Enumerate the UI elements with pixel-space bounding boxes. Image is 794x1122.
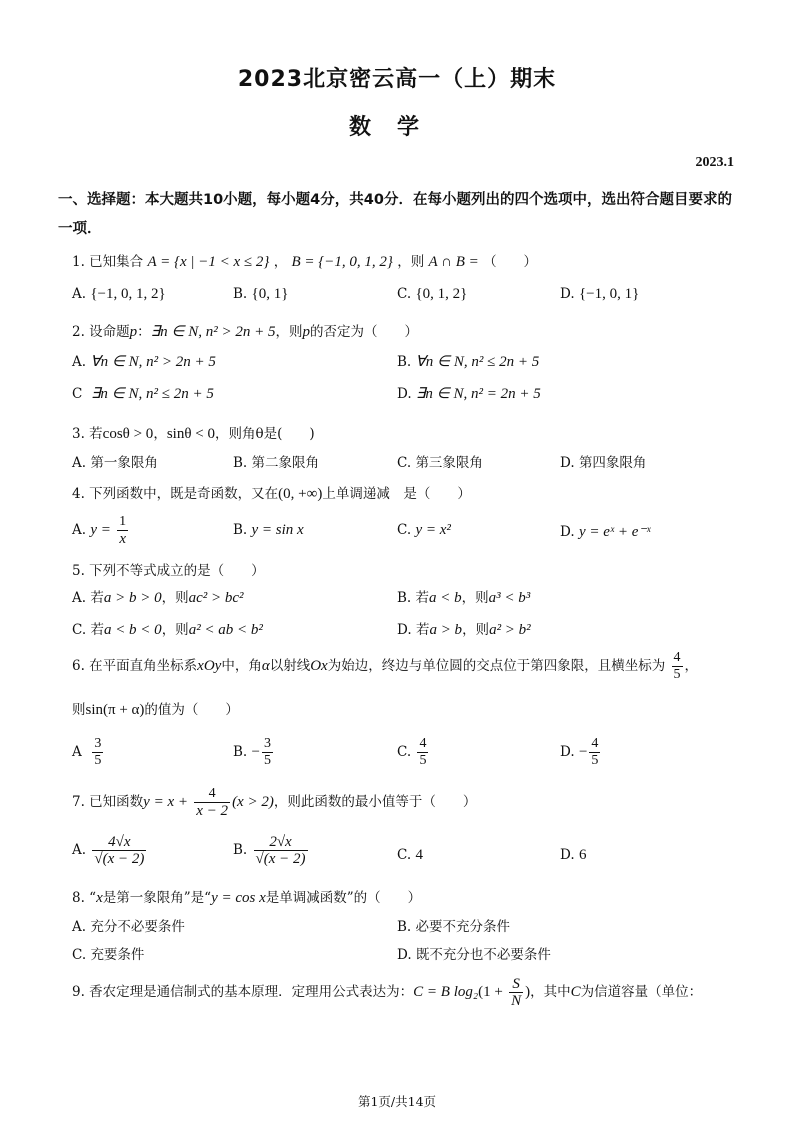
- math-set-a: A = {x | −1 < x ≤ 2}: [147, 254, 270, 270]
- q6-option-d: D. − $\frac{4}{5}$: [560, 736, 599, 768]
- math-set-b: B = {−1, 0, 1, 2}: [291, 254, 393, 270]
- fraction: $\frac{S}{N}$: [511, 976, 522, 1009]
- q2-option-b: B. ∀n ∈ N, n² ≤ 2n + 5: [397, 354, 540, 370]
- answer-blank: （ ）: [483, 254, 538, 270]
- q6-option-b: B. − $\frac{3}{5}$: [233, 736, 271, 768]
- q2-option-d: D. ∃n ∈ N, n² = 2n + 5: [397, 386, 541, 402]
- section-heading: 一、选择题：本大题共10小题，每小题4分，共40分．在每小题列出的四个选项中，选出符合题目要求的一项．: [58, 192, 732, 237]
- question-1: [72, 250, 537, 271]
- exam-title: 2023北京密云高一（上）期末: [237, 67, 557, 92]
- punct: ，: [273, 254, 288, 270]
- q5-option-b: B. 若a < b，则a³ < b³: [397, 590, 531, 606]
- q3-option-b: B. 第二象限角: [233, 455, 320, 471]
- q2-option-a: A. ∀n ∈ N, n² > 2n + 5: [72, 354, 216, 370]
- fraction: $\frac{1}{x}$: [119, 514, 127, 547]
- question-3: 3. 若cosθ > 0，sinθ < 0，则角θ是( ): [72, 426, 315, 442]
- question-2: 2. 设命题p：∃n ∈ N, n² > 2n + 5，则p的否定为（ ）: [72, 324, 418, 340]
- q4-option-b: B. y = sin x: [233, 522, 304, 538]
- q8-option-d: D. 既不充分也不必要条件: [397, 947, 551, 963]
- q8-option-c: C. 充要条件: [72, 947, 145, 963]
- fraction: $\frac{4}{x - 2}$: [196, 786, 229, 819]
- question-text: ，则: [397, 254, 425, 270]
- question-4: 4. 下列函数中，既是奇函数，又在(0, +∞)上单调递减 是（ ）: [72, 486, 471, 502]
- exam-subject: 数学: [348, 115, 445, 140]
- q4-option-c: C. y = x²: [397, 522, 451, 538]
- fraction: $\frac{4}{5}$: [673, 650, 681, 682]
- q5-option-c: C. 若a < b < 0，则a² < ab < b²: [72, 622, 263, 638]
- q2-option-c: C ∃n ∈ N, n² ≤ 2n + 5: [72, 386, 214, 402]
- q1-option-b: B. {0, 1}: [233, 286, 289, 302]
- q1-option-c: C. {0, 1, 2}: [397, 286, 468, 302]
- q8-option-b: B. 必要不充分条件: [397, 919, 511, 935]
- q5-option-a: A. 若a > b > 0，则ac² > bc²: [72, 590, 244, 606]
- q7-option-a: A. $\frac{4√x}{√(x - 2)}$: [72, 834, 145, 867]
- q4-option-a: A. y = $\frac{1}{x}$: [72, 514, 127, 547]
- question-6: 6. 在平面直角坐标系xOy中，角α以射线Ox为始边，终边与单位圆的交点位于第四象限，且横坐标为 $\frac{4}{5}$ ，: [72, 650, 698, 682]
- question-8: 8. “x是第一象限角”是“y = cos x是单调减函数”的（ ）: [72, 890, 422, 906]
- exam-date: 2023.1: [695, 155, 734, 170]
- q5-option-d: D. 若a > b，则a² > b²: [397, 622, 531, 638]
- q3-option-a: A. 第一象限角: [72, 455, 158, 471]
- math-expr: A ∩ B =: [428, 254, 479, 270]
- question-7: 7. 已知函数y = x + $\frac{4}{x - 2}$ (x > 2)，则此函数的最小值等于（ ）: [72, 786, 477, 819]
- q6-option-a: A $\frac{3}{5}$: [72, 736, 102, 768]
- q7-option-b: B. $\frac{2√x}{√(x - 2)}$: [233, 834, 306, 867]
- page-footer: 第1页/共14页: [357, 1094, 437, 1109]
- q1-option-a: A. {−1, 0, 1, 2}: [72, 286, 166, 302]
- q8-option-a: A. 充分不必要条件: [72, 919, 185, 935]
- q7-option-d: D. 6: [560, 847, 587, 863]
- q3-option-d: D. 第四象限角: [560, 455, 647, 471]
- q6-option-c: C. $\frac{4}{5}$: [397, 736, 427, 768]
- q4-option-d: D. y = eˣ + e⁻ˣ: [560, 524, 651, 540]
- question-6-line-2: 则sin(π + α)的值为（ ）: [72, 702, 239, 718]
- question-9: 9. 香农定理是通信制式的基本原理．定理用公式表达为：C = B log₂(1 + $\frac{S}{N}$ )，其中C为信道容量（单位：: [72, 976, 703, 1009]
- q3-option-c: C. 第三象限角: [397, 455, 483, 471]
- q1-option-d: D. {−1, 0, 1}: [560, 286, 640, 302]
- question-text: 1. 已知集合: [72, 254, 144, 270]
- q7-option-c: C. 4: [397, 847, 423, 863]
- question-5: 5. 下列不等式成立的是（ ）: [72, 563, 265, 579]
